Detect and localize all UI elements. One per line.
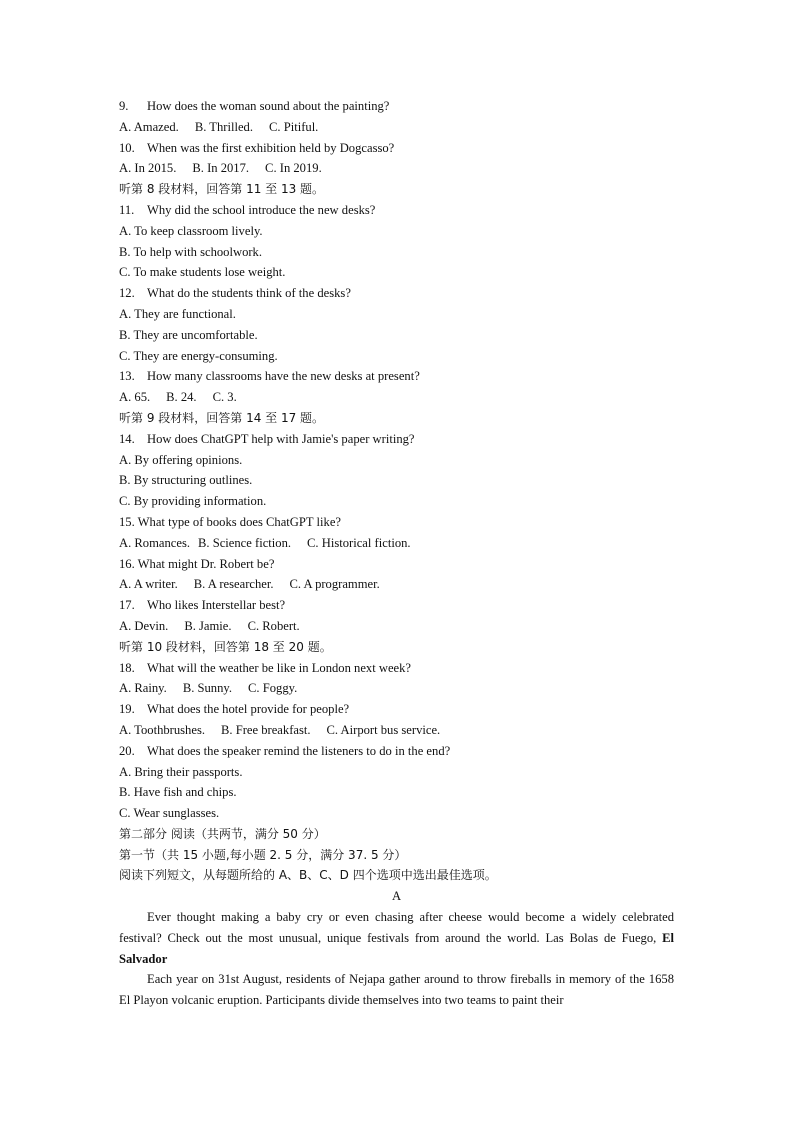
question-text: How many classrooms have the new desks at present? (147, 369, 420, 384)
paragraph-text: Each year on 31st August, residents of Nejapa gather around to throw fireballs in memory of the 1658 El Playon volcanic eruption. Participants divide themselves into two teams to paint their (119, 972, 674, 1008)
option-a: A. Romances. (119, 535, 190, 550)
option-b: B. 24. (166, 390, 197, 405)
question-13 (119, 366, 674, 387)
question-19 (119, 699, 674, 720)
option-b: B. Sunny. (182, 681, 233, 696)
part-2-instruction: 阅读下列短文，从每题所给的 A、B、C、D 四个选项中选出最佳选项。 (119, 868, 497, 883)
passage-paragraph-1 (119, 907, 674, 969)
question-20 (119, 741, 674, 762)
options-18 (119, 678, 674, 699)
option-c: C. A programmer. (289, 577, 380, 592)
question-number: 19. (119, 702, 135, 717)
question-number: 12. (119, 286, 135, 301)
question-text: What does the speaker remind the listeners to do in the end? (147, 743, 451, 758)
option-a: A. 65. (119, 390, 151, 405)
option-c: C. By providing information. (119, 494, 267, 509)
options-10 (119, 158, 674, 179)
question-text: Why did the school introduce the new desks? (147, 202, 376, 217)
option-a: A. By offering opinions. (119, 452, 243, 467)
passage-label: A (391, 889, 402, 904)
option-a: A. A writer. (119, 577, 178, 592)
question-11 (119, 200, 674, 221)
question-text: When was the first exhibition held by Dogcasso? (147, 140, 395, 155)
section-9-instruction: 听第 9 段材料，回答第 14 至 17 题。 (119, 410, 325, 425)
question-text: What does the hotel provide for people? (147, 702, 350, 717)
question-text: What will the weather be like in London next week? (147, 660, 412, 675)
option-b: B. By structuring outlines. (119, 473, 253, 488)
option-a: A. To keep classroom lively. (119, 223, 263, 238)
section-8-instruction: 听第 8 段材料，回答第 11 至 13 题。 (119, 182, 325, 197)
option-c: C. Wear sunglasses. (119, 806, 220, 821)
option-b: B. They are uncomfortable. (119, 327, 258, 342)
paragraph-bold-heading: El Salvador (119, 930, 674, 966)
options-17 (119, 616, 674, 637)
option-a: A. Amazed. (119, 119, 179, 134)
question-14 (119, 429, 674, 450)
question-17 (119, 595, 674, 616)
option-c: C. 3. (212, 390, 237, 405)
option-c: C. Robert. (247, 618, 300, 633)
option-b: B. To help with schoolwork. (119, 244, 263, 259)
option-b: B. Free breakfast. (221, 722, 311, 737)
question-text: How does the woman sound about the painting? (147, 99, 390, 113)
option-b: B. A researcher. (193, 577, 274, 592)
question-number: 14. (119, 431, 135, 446)
question-number: 9. (119, 99, 129, 113)
question-text: What do the students think of the desks? (147, 286, 351, 301)
question-15: 15. What type of books does ChatGPT like? (119, 514, 341, 529)
question-9 (119, 96, 674, 117)
question-text: Who likes Interstellar best? (147, 598, 286, 613)
paragraph-text: Ever thought making a baby cry or even chasing after cheese would become a widely celebrated festival? Check out the most unusual, unique festivals from around the world. Las Bolas de Fuego, (119, 910, 674, 945)
option-a: A. Devin. (119, 618, 169, 633)
options-9 (119, 117, 674, 138)
option-b: B. Thrilled. (194, 119, 253, 134)
option-b: B. Jamie. (184, 618, 232, 633)
option-b: B. Science fiction. (198, 535, 292, 550)
question-16: 16. What might Dr. Robert be? (119, 556, 275, 571)
question-12 (119, 283, 674, 304)
options-19 (119, 720, 674, 741)
part-2-heading: 第二部分 阅读（共两节，满分 50 分） (119, 826, 326, 841)
option-c: C. Pitiful. (269, 119, 319, 134)
exam-content (119, 96, 674, 1011)
question-10 (119, 138, 674, 159)
question-number: 13. (119, 369, 135, 384)
option-a: A. They are functional. (119, 306, 236, 321)
option-a: A. Toothbrushes. (119, 722, 205, 737)
options-16 (119, 574, 674, 595)
part-2-section-1-heading: 第一节（共 15 小题,每小题 2. 5 分，满分 37. 5 分） (119, 847, 407, 862)
question-number: 10. (119, 140, 135, 155)
option-c: C. To make students lose weight. (119, 265, 286, 280)
option-c: C. Historical fiction. (307, 535, 411, 550)
options-13 (119, 387, 674, 408)
option-c: C. In 2019. (265, 161, 322, 176)
question-number: 11. (119, 202, 135, 217)
option-c: C. They are energy-consuming. (119, 348, 278, 363)
section-10-instruction: 听第 10 段材料，回答第 18 至 20 题。 (119, 639, 332, 654)
question-text: How does ChatGPT help with Jamie's paper writing? (147, 431, 415, 446)
question-18 (119, 658, 674, 679)
passage-paragraph-2 (119, 969, 674, 1011)
option-a: A. In 2015. (119, 161, 177, 176)
option-a: A. Bring their passports. (119, 764, 243, 779)
option-c: C. Airport bus service. (326, 722, 441, 737)
options-15 (119, 533, 674, 554)
question-number: 20. (119, 743, 135, 758)
option-a: A. Rainy. (119, 681, 167, 696)
option-b: B. Have fish and chips. (119, 785, 237, 800)
question-number: 17. (119, 598, 135, 613)
option-b: B. In 2017. (192, 161, 250, 176)
option-c: C. Foggy. (248, 681, 298, 696)
question-number: 18. (119, 660, 135, 675)
